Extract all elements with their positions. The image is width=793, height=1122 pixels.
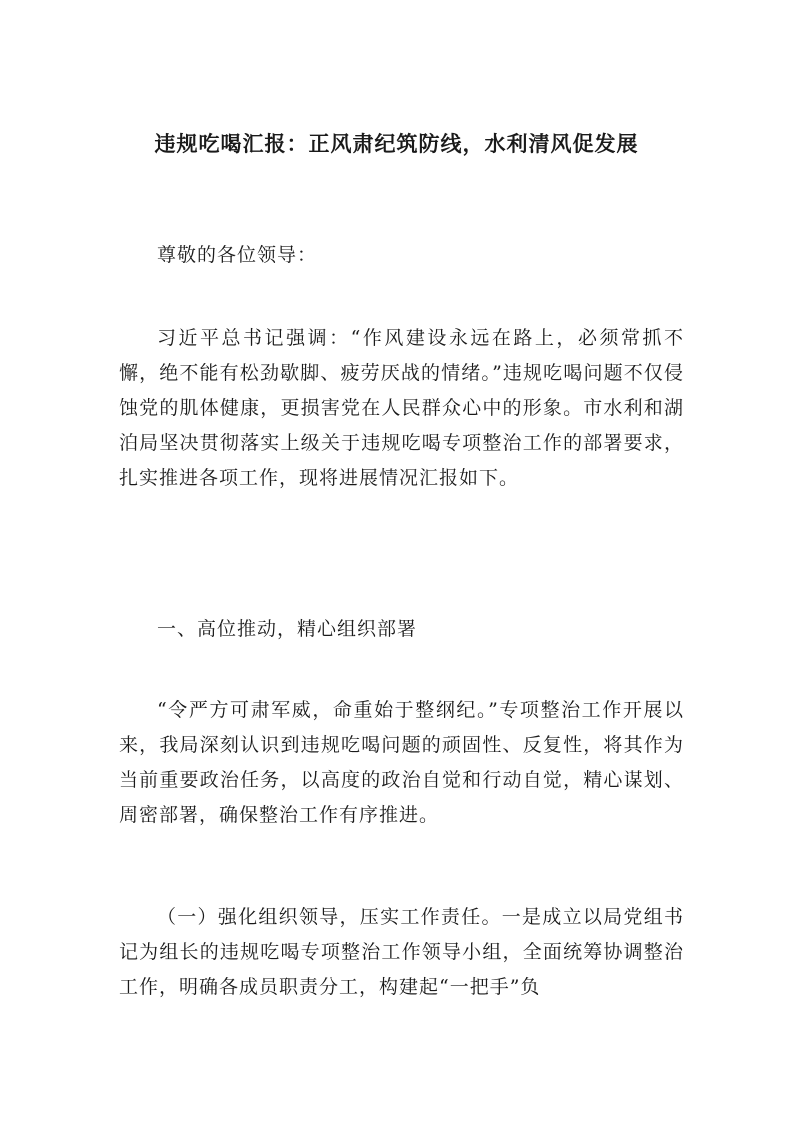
greeting-paragraph: 尊敬的各位领导： (157, 244, 318, 266)
subsection-paragraph: （一）强化组织领导，压实工作责任。一是成立以局党组书记为组长的违规吃喝专项整治工作领导小组，全面统筹协调整治工作，明确各成员职责分工，构建起“一把手”负 (119, 906, 684, 998)
section-heading: 一、高位推动，精心组织部署 (157, 618, 418, 640)
document-title: 违规吃喝汇报：正风肃纪筑防线，水利清风促发展 (154, 131, 639, 156)
section-paragraph: “令严方可肃军威，命重始于整纲纪。”专项整治工作开展以来，我局深刻认识到违规吃喝问题的顽固性、反复性，将其作为当前重要政治任务，以高度的政治自觉和行动自觉，精心谋划、周密部署，确保整治工作有序推进。 (119, 699, 684, 826)
intro-paragraph: 习近平总书记强调：“作风建设永远在路上，必须常抓不懈，绝不能有松劲歇脚、疲劳厌战的情绪。”违规吃喝问题不仅侵蚀党的肌体健康，更损害党在人民群众心中的形象。市水利和湖泊局坚决贯彻落实上级关于违规吃喝专项整治工作的部署要求，扎实推进各项工作，现将进展情况汇报如下。 (119, 327, 684, 489)
